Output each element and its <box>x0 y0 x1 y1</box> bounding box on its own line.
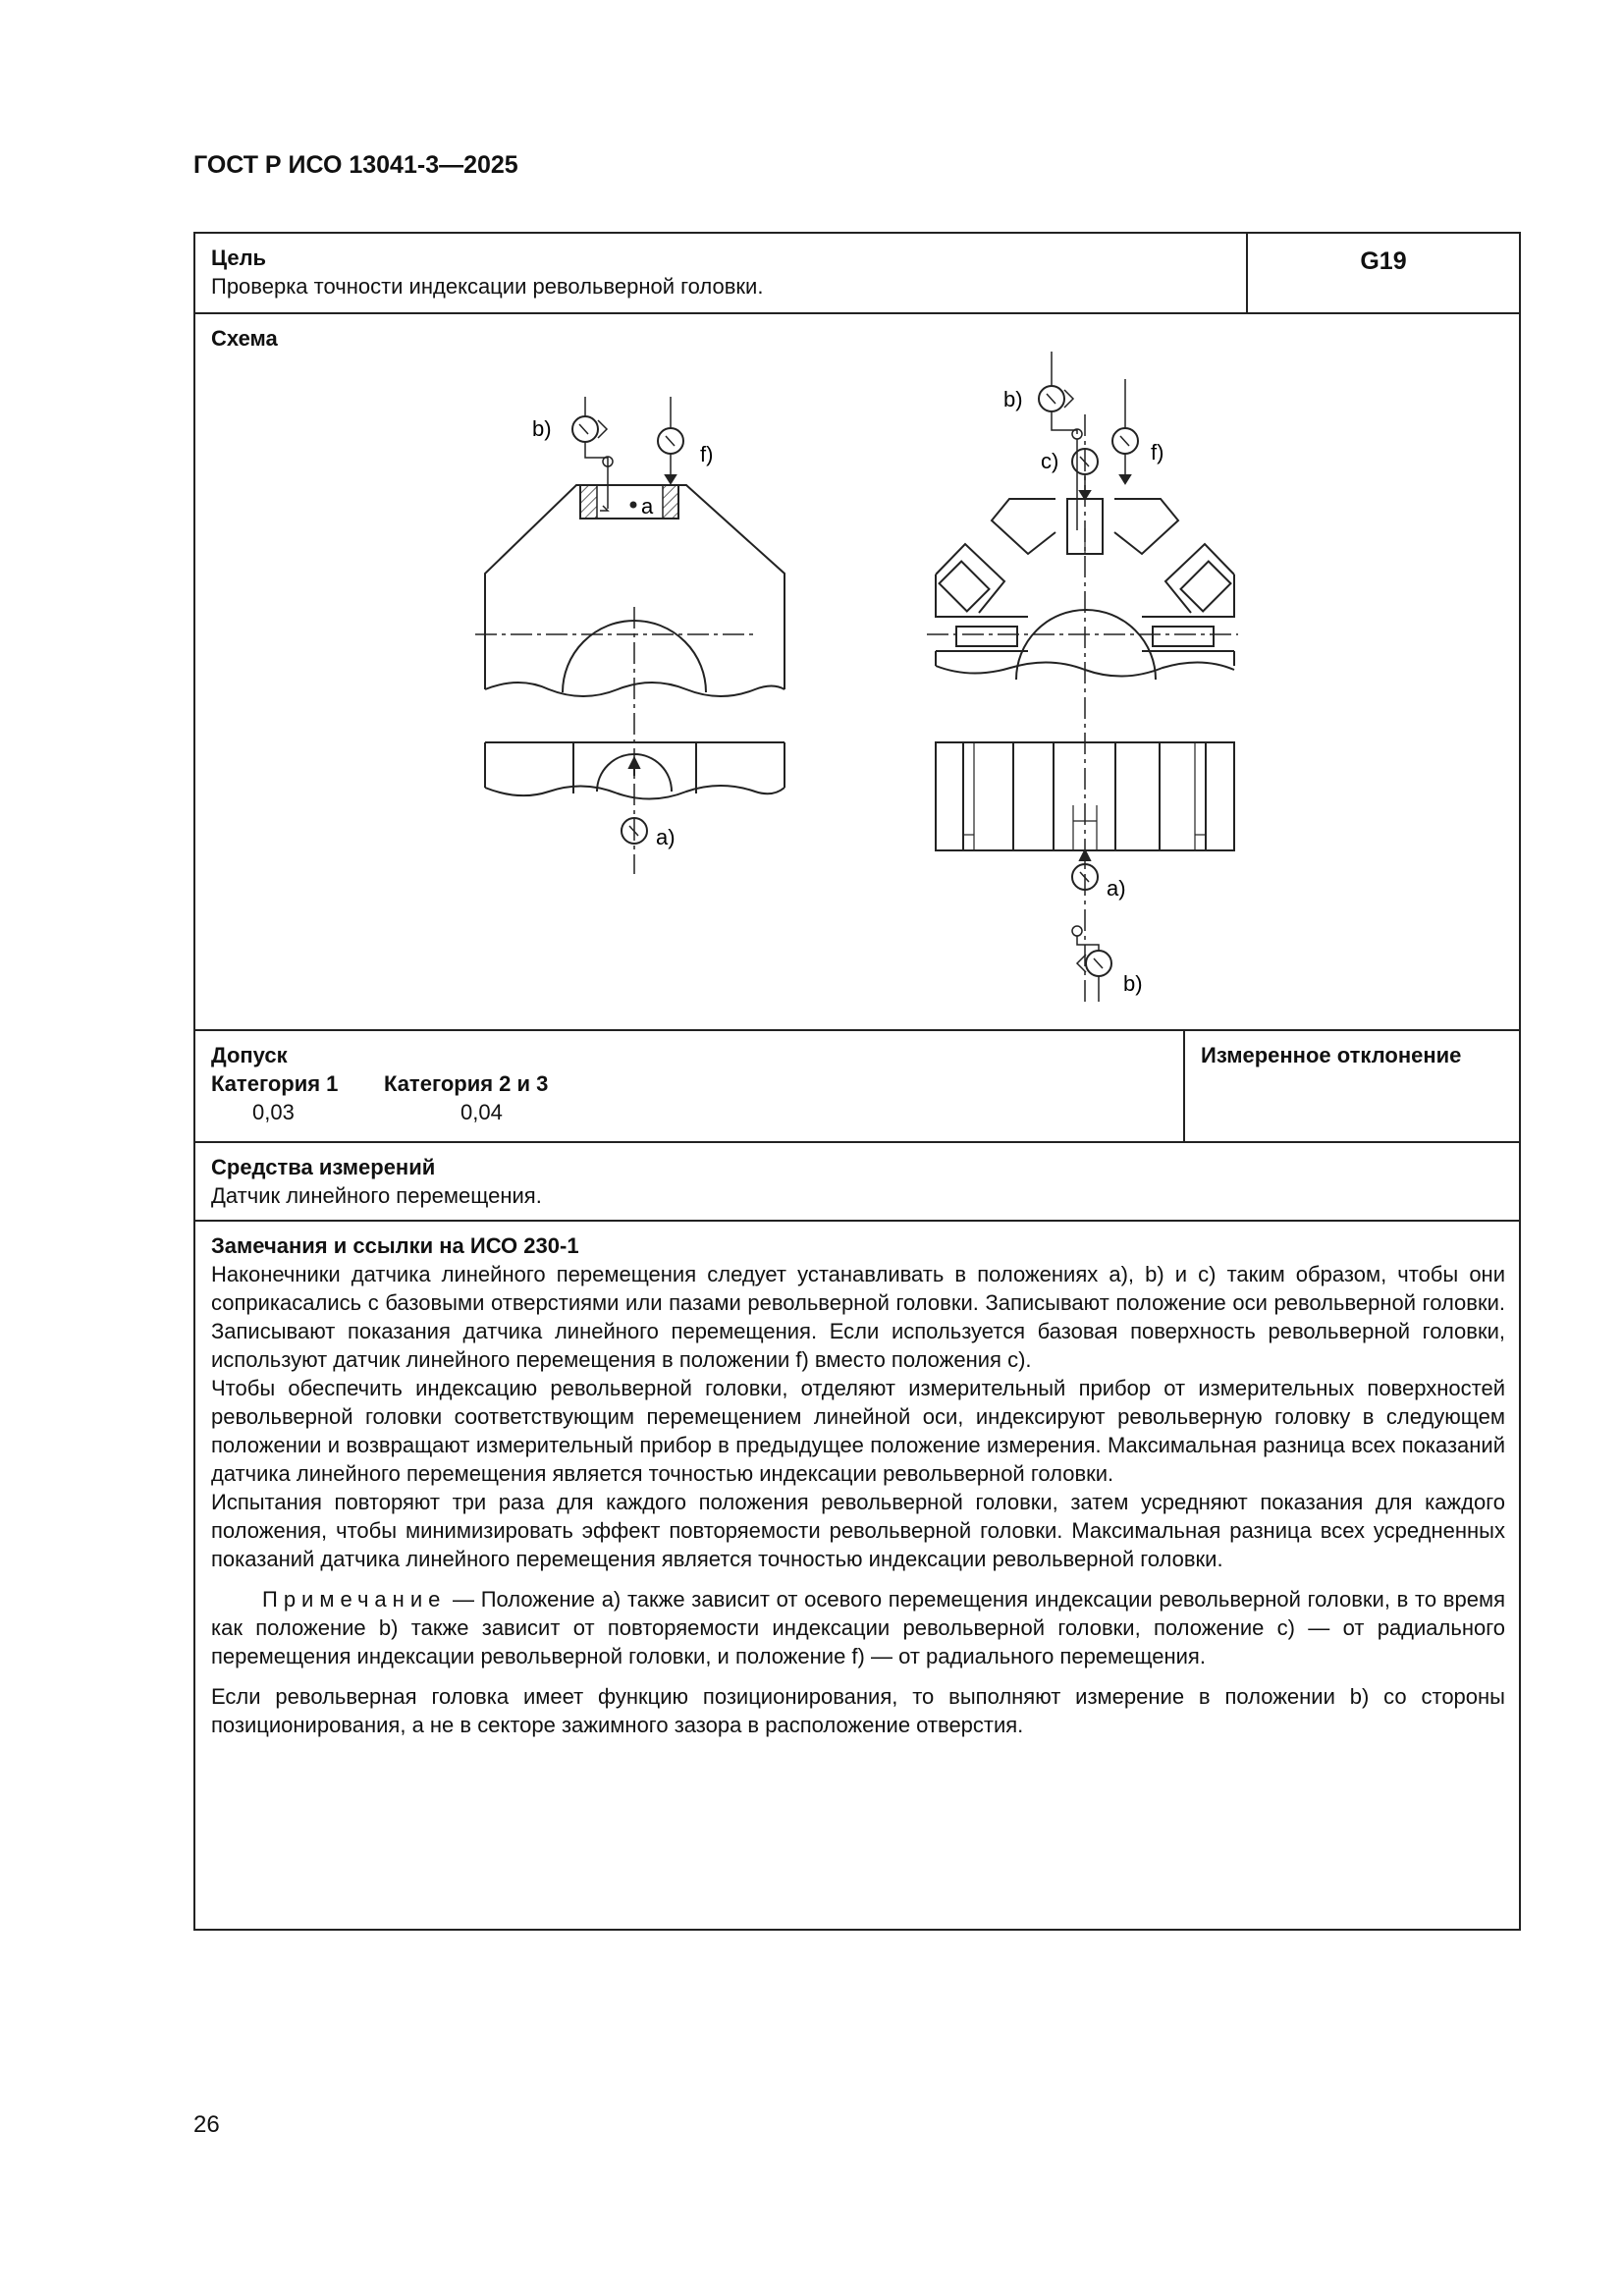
label-right-c: c) <box>1041 449 1059 473</box>
instruments-label: Средства измерений <box>211 1155 436 1179</box>
label-left-f: f) <box>700 442 714 466</box>
measured-deviation-label: Измеренное отклонение <box>1201 1043 1462 1067</box>
tolerance-cell <box>211 1041 1193 1141</box>
label-right-b-top: b) <box>1003 387 1023 411</box>
category-1-value: 0,03 <box>252 1100 295 1124</box>
label-right-a: a) <box>1107 876 1126 901</box>
note-label: Примечание <box>262 1587 447 1612</box>
note-text: — Положение a) также зависит от осевого перемещения индексации револьверной головки, в то время как положение b) также зависит от повторяемости индексации револьверной головки, положение c) — от радиального перемещения индексации револьверной головки, и положение f) — от радиального перемещения. <box>211 1587 1505 1668</box>
remarks-paragraph-3: Испытания повторяют три раза для каждого положения револьверной головки, затем усредняют показания для каждого положения, чтобы минимизировать эффект повторяемости револьверной головки. Максимальная разница всех усредненных показаний датчика линейного перемещения является точностью индексации револьверной головки. <box>211 1490 1505 1571</box>
remarks-label: Замечания и ссылки на ИСО 230-1 <box>211 1233 579 1258</box>
label-left-b: b) <box>532 416 552 441</box>
label-left-a: a) <box>656 825 676 849</box>
remarks-paragraph-4: Если револьверная головка имеет функцию позиционирования, то выполняют измерение в положении b) со стороны позиционирования, а не в секторе зажимного зазора в расположение отверстия. <box>211 1684 1505 1737</box>
instruments-cell <box>211 1153 1503 1220</box>
remarks-paragraph-2: Чтобы обеспечить индексацию револьверной головки, отделяют измерительный прибор от измерительных поверхностей револьверной головки соответствующим перемещением линейной оси, индексируют револьверную головку в следующем положении и возвращают измерительный прибор в предыдущее положение измерения. Максимальная разница всех показаний датчика линейного перемещения является точностью индексации револьверной головки. <box>211 1376 1505 1486</box>
scheme-drawing <box>195 314 1519 1027</box>
goal-row <box>195 234 1519 314</box>
page-number: 26 <box>193 2111 220 2138</box>
code-cell <box>1246 234 1519 312</box>
goal-cell <box>211 244 1242 312</box>
right-turret-figure <box>927 352 1238 1002</box>
category-2-3-value: 0,04 <box>460 1100 503 1124</box>
remarks-paragraph-1: Наконечники датчика линейного перемещения следует устанавливать в положениях a), b) и c) таким образом, чтобы они соприкасались с базовыми отверстиями или пазами револьверной головки. Записывают положение оси револьверной головки. Записывают показания датчика линейного перемещения. Если используется базовая поверхность револьверной головки, используют датчик линейного перемещения в положении f) вместо положения c). <box>211 1262 1505 1372</box>
measured-deviation-cell <box>1183 1031 1519 1141</box>
goal-label: Цель <box>211 246 267 270</box>
scheme-label: Схема <box>211 326 278 351</box>
remarks-cell <box>211 1231 1505 1929</box>
goal-text: Проверка точности индексации револьверной головки. <box>211 274 764 299</box>
test-code: G19 <box>1360 247 1407 275</box>
category-1-label: Категория 1 <box>211 1071 339 1096</box>
left-turret-figure <box>475 397 784 874</box>
remarks-note <box>211 1585 1505 1670</box>
test-sheet-table <box>193 232 1521 1931</box>
label-left-a-point: a <box>641 494 654 519</box>
label-right-b-bottom: b) <box>1123 971 1143 996</box>
tolerance-row <box>195 1031 1519 1143</box>
document-header: ГОСТ Р ИСО 13041-3—2025 <box>193 151 518 179</box>
remarks-row <box>195 1222 1519 1929</box>
category-2-3-label: Категория 2 и 3 <box>384 1071 549 1096</box>
instruments-text: Датчик линейного перемещения. <box>211 1183 542 1208</box>
scheme-row <box>195 314 1519 1031</box>
instruments-row <box>195 1143 1519 1222</box>
label-right-f: f) <box>1151 440 1164 465</box>
tolerance-label: Допуск <box>211 1043 288 1067</box>
